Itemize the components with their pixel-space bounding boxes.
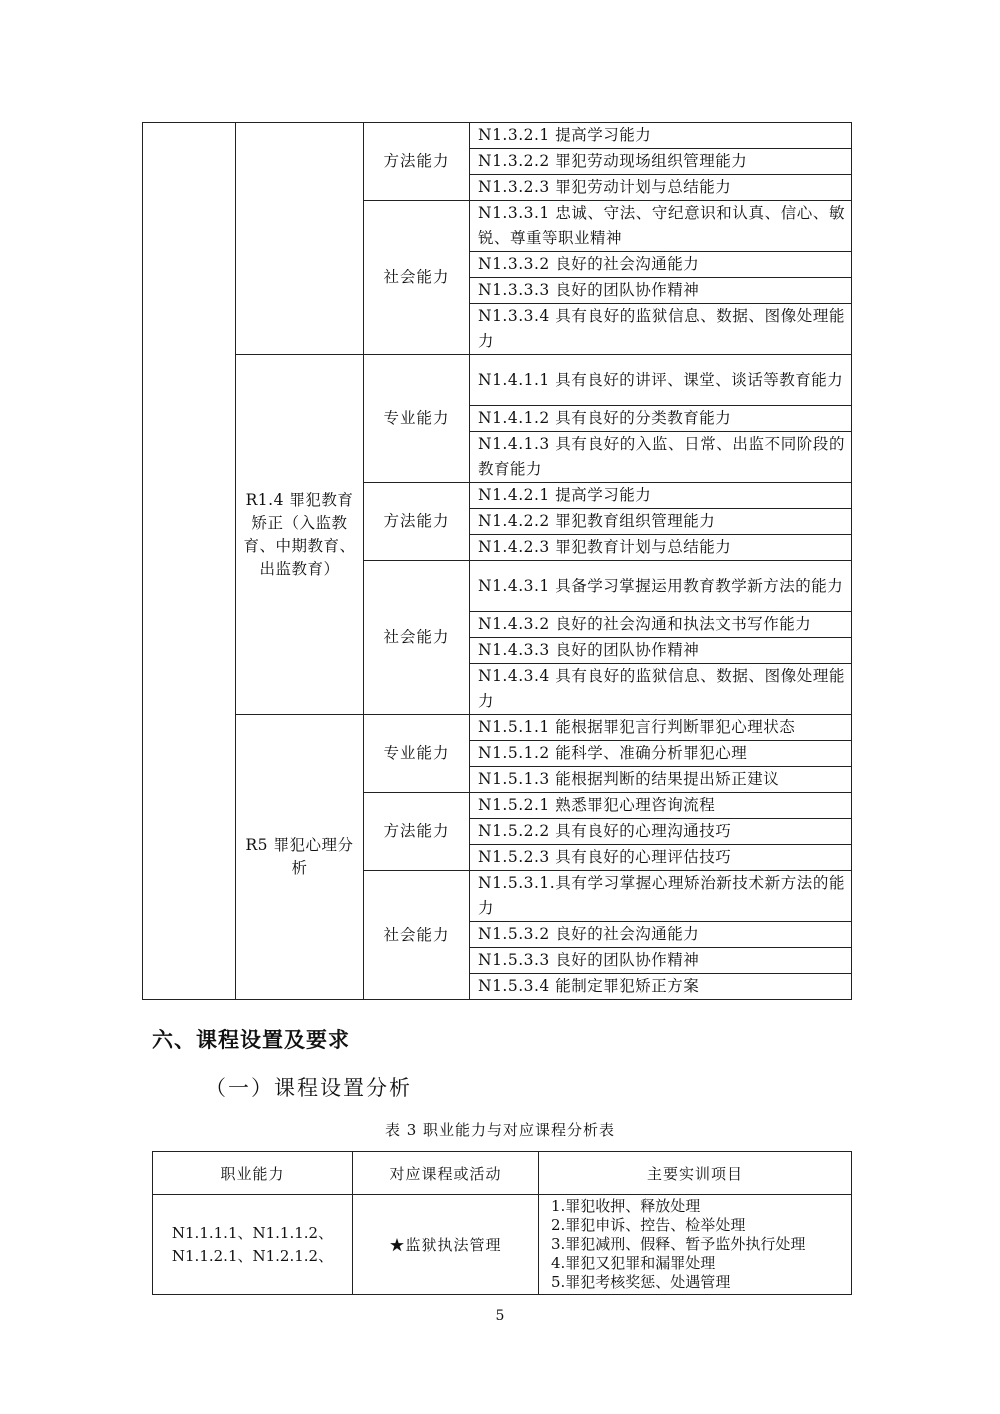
ability-item: N1.5.3.3 良好的团队协作精神: [470, 948, 852, 974]
ability-item: N1.4.1.1 具有良好的讲评、课堂、谈话等教育能力: [470, 355, 852, 406]
responsibility-cell: R5 罪犯心理分析: [236, 715, 364, 1000]
ability-item: N1.3.3.4 具有良好的监狱信息、数据、图像处理能力: [470, 304, 852, 355]
ability-item: N1.4.3.2 良好的社会沟通和执法文书写作能力: [470, 612, 852, 638]
ability-item: N1.4.2.3 罪犯教育计划与总结能力: [470, 535, 852, 561]
header-competency: 职业能力: [153, 1152, 353, 1195]
responsibility-cell: R1.4 罪犯教育矫正（入监教育、中期教育、出监教育）: [236, 355, 364, 715]
table-caption: 表 3 职业能力与对应课程分析表: [384, 1121, 616, 1139]
section-heading: 六、课程设置及要求: [152, 1028, 350, 1052]
ability-item: N1.4.3.1 具备学习掌握运用教育教学新方法的能力: [470, 561, 852, 612]
ability-item: N1.5.2.2 具有良好的心理沟通技巧: [470, 819, 852, 845]
ability-item: N1.4.3.3 良好的团队协作精神: [470, 638, 852, 664]
ability-item: N1.3.2.3 罪犯劳动计划与总结能力: [470, 175, 852, 201]
competency-codes: [153, 1195, 353, 1295]
ability-item: N1.5.1.1 能根据罪犯言行判断罪犯心理状态: [470, 715, 852, 741]
ability-item: N1.5.3.2 良好的社会沟通能力: [470, 922, 852, 948]
table-header-row: [153, 1152, 852, 1195]
ability-item: N1.4.3.4 具有良好的监狱信息、数据、图像处理能力: [470, 664, 852, 715]
table-row: [143, 123, 852, 149]
table-row: [143, 715, 852, 741]
ability-item: N1.3.3.3 良好的团队协作精神: [470, 278, 852, 304]
subsection-heading: （一）课程设置分析: [205, 1076, 412, 1100]
ability-category: 社会能力: [364, 201, 470, 355]
ability-item: N1.3.2.1 提高学习能力: [470, 123, 852, 149]
responsibility-cell: [236, 123, 364, 355]
ability-category: 方法能力: [364, 793, 470, 871]
competency-code-line: N1.1.1.1、N1.1.1.2、: [171, 1223, 334, 1242]
training-project-item: 5.罪犯考核奖惩、处遇管理: [551, 1273, 731, 1291]
ability-item: N1.5.2.1 熟悉罪犯心理咨询流程: [470, 793, 852, 819]
training-project-item: 2.罪犯申诉、控告、检举处理: [551, 1216, 746, 1234]
table-row: [143, 355, 852, 406]
competency-code-line: N1.1.2.1、N1.2.1.2、: [171, 1246, 334, 1265]
ability-item: N1.4.1.3 具有良好的入监、日常、出监不同阶段的教育能力: [470, 432, 852, 483]
ability-item: N1.3.3.1 忠诚、守法、守纪意识和认真、信心、敏锐、尊重等职业精神: [470, 201, 852, 252]
course-analysis-table: [152, 1151, 852, 1295]
training-projects: [539, 1195, 852, 1295]
competency-table: [142, 122, 852, 1000]
ability-item: N1.5.3.1.具有学习掌握心理矫治新技术新方法的能力: [470, 871, 852, 922]
ability-item: N1.4.2.2 罪犯教育组织管理能力: [470, 509, 852, 535]
ability-item: N1.4.2.1 提高学习能力: [470, 483, 852, 509]
training-project-item: 3.罪犯减刑、假释、暂予监外执行处理: [551, 1235, 806, 1253]
training-project-item: 4.罪犯又犯罪和漏罪处理: [551, 1254, 716, 1272]
ability-category: 社会能力: [364, 871, 470, 1000]
blank-cell: [143, 123, 236, 1000]
course-name: ★监狱执法管理: [353, 1195, 539, 1295]
header-course: 对应课程或活动: [353, 1152, 539, 1195]
ability-item: N1.5.1.2 能科学、准确分析罪犯心理: [470, 741, 852, 767]
ability-item: N1.4.1.2 具有良好的分类教育能力: [470, 406, 852, 432]
table-row: [153, 1195, 852, 1295]
ability-category: 专业能力: [364, 715, 470, 793]
training-project-item: 1.罪犯收押、释放处理: [551, 1197, 701, 1215]
ability-category: 方法能力: [364, 123, 470, 201]
ability-item: N1.5.1.3 能根据判断的结果提出矫正建议: [470, 767, 852, 793]
ability-category: 专业能力: [364, 355, 470, 483]
ability-item: N1.5.3.4 能制定罪犯矫正方案: [470, 974, 852, 1000]
ability-category: 方法能力: [364, 483, 470, 561]
ability-item: N1.3.3.2 良好的社会沟通能力: [470, 252, 852, 278]
header-projects: 主要实训项目: [539, 1152, 852, 1195]
ability-item: N1.5.2.3 具有良好的心理评估技巧: [470, 845, 852, 871]
page-number: 5: [495, 1308, 505, 1324]
ability-category: 社会能力: [364, 561, 470, 715]
ability-item: N1.3.2.2 罪犯劳动现场组织管理能力: [470, 149, 852, 175]
